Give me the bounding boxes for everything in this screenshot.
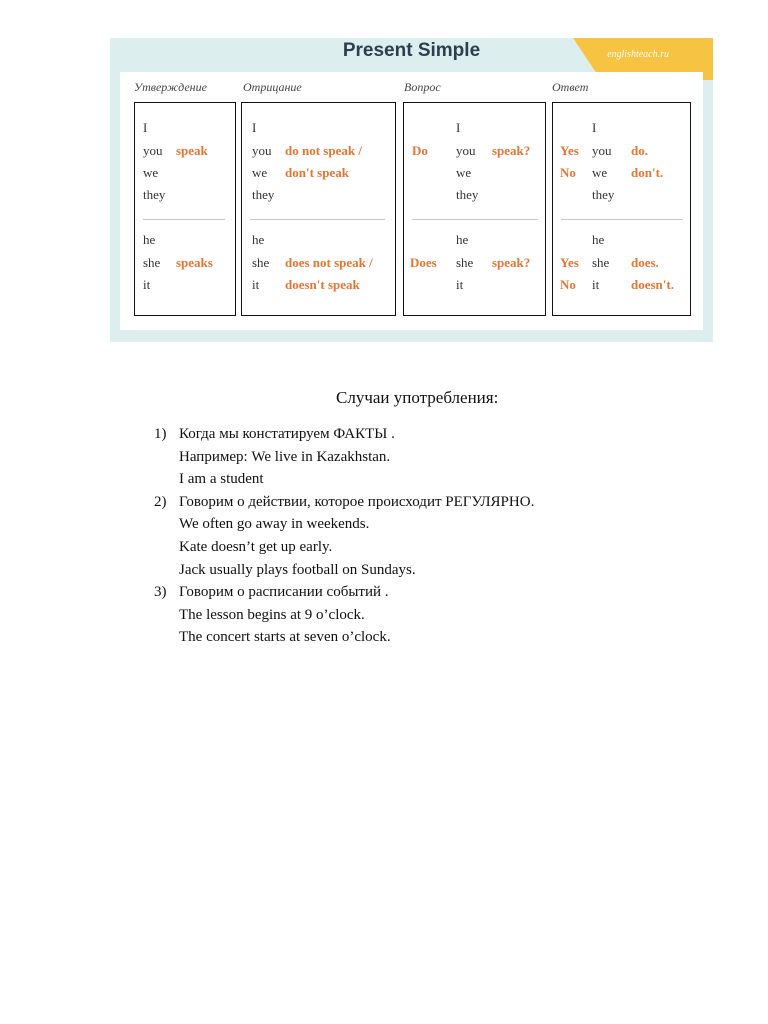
pronoun: he (252, 232, 265, 247)
pronoun: I (143, 120, 148, 135)
verb-form: speak (176, 143, 208, 158)
divider (143, 219, 225, 220)
pronoun: we (592, 165, 608, 180)
pronoun: you (143, 143, 163, 158)
pronoun: we (143, 165, 159, 180)
list-item-line: Говорим о действии, которое происходит РЕГУЛЯРНО. (179, 494, 535, 510)
answer-do: do. (631, 143, 648, 158)
list-item-line: We often go away in weekends. (179, 516, 370, 532)
divider (250, 219, 385, 220)
pronoun: it (252, 277, 260, 292)
divider (561, 219, 683, 220)
auxiliary: Do (412, 143, 428, 158)
pronoun: he (592, 232, 605, 247)
pronoun: they (592, 187, 615, 202)
pronoun: she (143, 255, 161, 270)
pronoun: I (592, 120, 597, 135)
pronoun: I (456, 120, 461, 135)
verb-form: doesn't speak (285, 277, 360, 292)
answer-dont: don't. (631, 165, 664, 180)
answer-yes: Yes (560, 255, 579, 270)
site-label: englishteach.ru (607, 49, 669, 60)
verb-form: speak? (492, 143, 531, 158)
list-item-line: The concert starts at seven o’clock. (179, 629, 391, 645)
pronoun: she (456, 255, 474, 270)
answer-yes: Yes (560, 143, 579, 158)
pronoun: it (592, 277, 600, 292)
grammar-card (110, 38, 713, 342)
column-label-negative: Отрицание (243, 80, 302, 94)
usage-title: Случаи употребления: (336, 388, 499, 407)
list-number: 3) (154, 584, 167, 600)
pronoun: you (456, 143, 476, 158)
column-label-affirmative: Утверждение (134, 80, 207, 94)
pronoun: they (143, 187, 166, 202)
list-item-line: Jack usually plays football on Sundays. (179, 562, 416, 578)
verb-form: don't speak (285, 165, 349, 180)
column-label-answer: Ответ (552, 80, 589, 94)
auxiliary: Does (410, 255, 437, 270)
pronoun: it (456, 277, 464, 292)
list-item-line: I am a student (179, 471, 264, 487)
verb-form: do not speak / (285, 143, 362, 158)
verb-form: speaks (176, 255, 213, 270)
divider (412, 219, 538, 220)
answer-no: No (560, 165, 576, 180)
answer-doesnt: doesn't. (631, 277, 674, 292)
list-item-line: Говорим о расписании событий . (179, 584, 389, 600)
answer-no: No (560, 277, 576, 292)
pronoun: we (456, 165, 472, 180)
list-number: 2) (154, 494, 167, 510)
pronoun: she (252, 255, 270, 270)
pronoun: it (143, 277, 151, 292)
pronoun: they (456, 187, 479, 202)
pronoun: he (143, 232, 156, 247)
list-item-line: Когда мы констатируем ФАКТЫ . (179, 426, 395, 442)
list-item-line: Kate doesn’t get up early. (179, 539, 333, 555)
pronoun: he (456, 232, 469, 247)
verb-form: does not speak / (285, 255, 373, 270)
list-number: 1) (154, 426, 167, 442)
answer-does: does. (631, 255, 659, 270)
question-box (403, 102, 546, 316)
pronoun: she (592, 255, 610, 270)
card-title: Present Simple (342, 40, 481, 61)
verb-form: speak? (492, 255, 531, 270)
pronoun: we (252, 165, 268, 180)
pronoun: I (252, 120, 257, 135)
pronoun: you (252, 143, 272, 158)
pronoun: they (252, 187, 275, 202)
column-label-question: Вопрос (404, 80, 441, 94)
pronoun: you (592, 143, 612, 158)
list-item-line: Например: We live in Kazakhstan. (179, 449, 391, 465)
list-item-line: The lesson begins at 9 o’clock. (179, 607, 365, 623)
